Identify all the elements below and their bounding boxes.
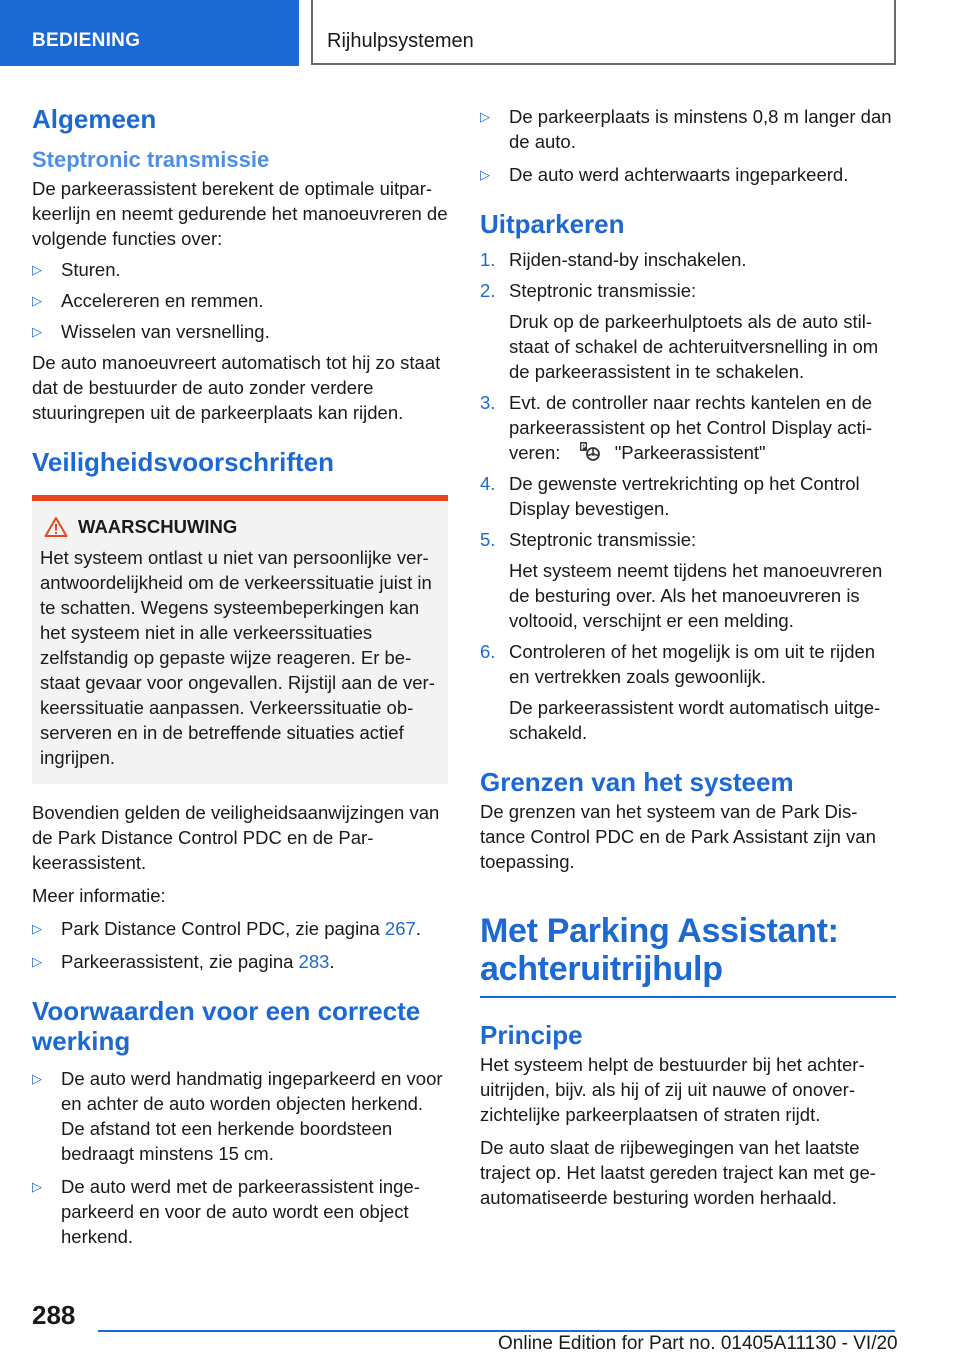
heading-uitparkeren: Uitparkeren [480,209,625,239]
step-number: 5. [480,529,496,550]
list-item-text: Sturen. [61,259,121,280]
heading-principe: Principe [480,1020,583,1050]
left-column [32,96,448,1249]
step-item [480,527,896,633]
step-subtext: Druk op de parkeerhulptoets als de auto stilstaat of schakel de achteruitversnelling in om de parkeerassistent in te schakelen. [509,311,879,382]
list-item-text: Accelereren en remmen. [61,290,264,311]
section-tab [0,0,299,66]
paragraph-intro: De parkeerassistent berekent de optimale uitparkeerlijn en neemt gedurende het manoeuvreren de volgende functies over: [32,178,448,249]
conditions-list [32,1066,448,1249]
triangle-right-icon: ▷ [32,1071,42,1086]
reference-text: Park Distance Control PDC, zie pagina [61,918,385,939]
warning-text: Het systeem ontlast u niet van persoonlijke verantwoordelijkheid om de verkeerssituatie juist in te schatten. Wegens systeembeperkingen kan het systeem niet in alle verkeerssituaties zelfstandig op gepaste wijze reageren. Er bestaat gevaar voor ongevallen. Rijstijl aan de verkeerssituatie aanpassen. Verkeerssituatie observeren en in de betreffende situaties actief ingrijpen. [40,547,435,768]
references-list [32,916,448,974]
warning-triangle-icon [44,516,68,538]
list-item-text: De parkeerplaats is minstens 0,8 m langer dan de auto. [509,106,892,152]
list-item [32,1174,448,1249]
list-item [32,949,448,974]
step-item [480,278,896,384]
paragraph-bovendien: Bovendien gelden de veiligheidsaanwijzingen van de Park Distance Control PDC en de Parkeerassistent. [32,802,440,873]
step-item [480,247,896,272]
triangle-right-icon: ▷ [32,1179,42,1194]
list-item-text: De auto werd met de parkeerassistent ingeparkeerd en voor de auto wordt een object herkend. [61,1176,420,1247]
reference-text: Parkeerassistent, zie pagina [61,951,299,972]
heading-algemeen: Algemeen [32,104,157,134]
triangle-right-icon: ▷ [480,167,490,182]
list-item [32,319,448,344]
triangle-right-icon: ▷ [32,293,42,308]
svg-text:P: P [580,442,586,452]
conditions-list-continued [480,104,896,187]
list-item-text: Wisselen van versnelling. [61,321,270,342]
footer-rule [98,1330,895,1332]
list-item [32,916,448,941]
step-item [480,639,896,745]
paragraph-meer-informatie: Meer informatie: [32,885,166,906]
step-text: Steptronic transmissie: [509,529,697,550]
step-number: 1. [480,249,496,270]
triangle-right-icon: ▷ [32,324,42,339]
reference-end: . [415,918,421,939]
list-item-text: De auto werd handmatig ingeparkeerd en voor en achter de auto worden objecten herkend. De afstand tot een herkende boordsteen bedraagt minstens 15 cm. [61,1068,443,1164]
step-number: 3. [480,392,496,413]
paragraph-auto: De auto manoeuvreert automatisch tot hij zo staat dat de bestuurder de auto zonder verdere stuuringrepen uit de parkeerplaats kan rijden. [32,352,441,423]
heading-steptronic: Steptronic transmissie [32,147,270,172]
step-text: De gewenste vertrekrichting op het Control Display bevestigen. [509,473,860,519]
step-number: 2. [480,280,496,301]
page-header [0,0,960,66]
paragraph-principe-1: Het systeem helpt de bestuurder bij het achteruitrijden, bijv. als hij of zij uit nauwe of onoverzichtelijke parkeerplaatsen of straten rijdt. [480,1054,865,1125]
reference-end: . [329,951,335,972]
functions-list [32,257,448,344]
step-text: Steptronic transmissie: [509,280,697,301]
chapter-heading: Met Parking Assistant: achteruitrijhulp [480,912,839,988]
list-item-text: De auto werd achterwaarts ingeparkeerd. [509,164,849,185]
list-item [480,104,896,154]
page-link-283[interactable]: 283 [298,951,330,972]
step-subtext: Het systeem neemt tijdens het manoeuvreren de besturing over. Als het manoeuvreren is voltooid, verschijnt er een melding. [509,560,883,631]
list-item [32,257,448,282]
heading-grenzen: Grenzen van het systeem [480,767,794,797]
page-number: 288 [32,1300,76,1330]
heading-voorwaarden: Voorwaarden voor een correcte werking [32,996,421,1056]
triangle-right-icon: ▷ [480,109,490,124]
step-item [480,390,896,465]
triangle-right-icon: ▷ [32,921,42,936]
step-text: Evt. de controller naar rechts kantelen en de parkeerassistent op het Control Display activeren: [509,392,873,463]
list-item [32,288,448,313]
heading-veiligheid: Veiligheidsvoorschriften [32,447,334,477]
list-item [32,1066,448,1166]
chapter-rule [480,996,896,998]
step-text: Controleren of het mogelijk is om uit te rijden en vertrekken zoals gewoonlijk. [509,641,876,687]
step-number: 6. [480,641,496,662]
park-assist-icon [576,440,604,462]
footer-edition: Online Edition for Part no. 01405A11130 - VI/20 [498,1333,898,1354]
step-subtext: De parkeerassistent wordt automatisch uitgeschakeld. [509,697,881,743]
chapter-title: Rijhulpsystemen [327,30,474,52]
paragraph-grenzen: De grenzen van het systeem van de Park Distance Control PDC en de Park Assistant zijn van toepassing. [480,801,876,872]
steps-list [480,247,896,745]
step-text: Rijden-stand-by inschakelen. [509,249,747,270]
step-item [480,471,896,521]
section-tab-label: BEDIENING [32,30,141,51]
right-column [480,96,896,1210]
paragraph-principe-2: De auto slaat de rijbewegingen van het laatste traject op. Het laatst gereden traject kan met geautomatiseerde besturing worden herhaald. [480,1137,876,1208]
list-item [480,162,896,187]
warning-box [32,495,448,784]
step-number: 4. [480,473,496,494]
chapter-title-box [311,0,896,65]
warning-title: WAARSCHUWING [78,516,238,537]
warning-header [40,515,440,539]
triangle-right-icon: ▷ [32,262,42,277]
page-link-267[interactable]: 267 [384,918,416,939]
step-menu-item: "Parkeerassistent" [614,442,766,463]
triangle-right-icon: ▷ [32,954,42,969]
